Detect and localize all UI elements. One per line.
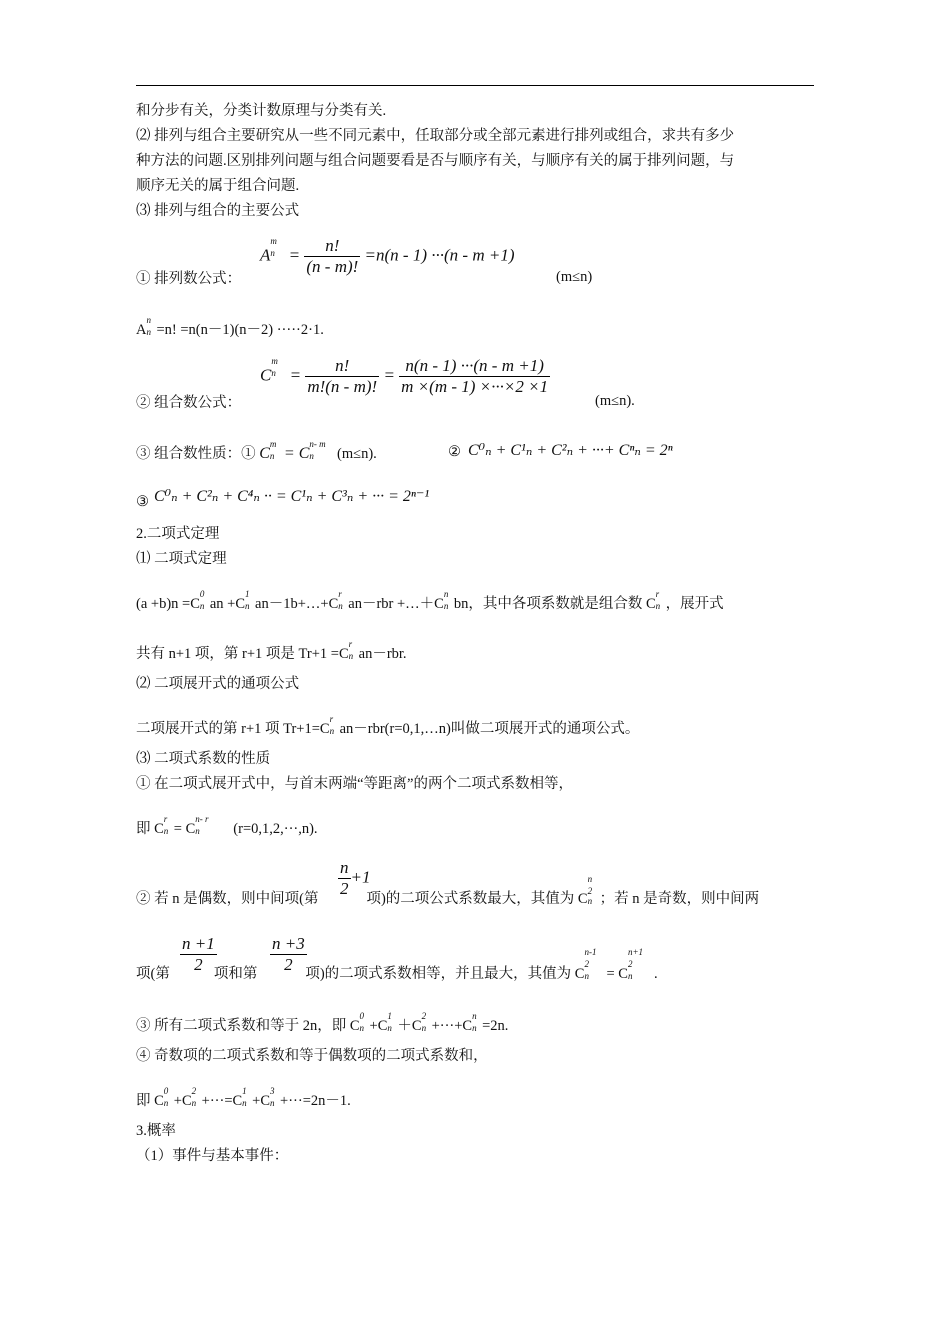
text: = C: [606, 966, 628, 982]
equals: =: [289, 365, 302, 385]
condition: (m≤n): [556, 269, 593, 285]
text-line: ④ 奇数项的二项式系数和等于偶数项的二项式系数和，: [136, 1048, 488, 1064]
text: =2n.: [482, 1018, 509, 1034]
sup-numerator: n-1: [584, 947, 597, 957]
sub: n: [359, 1023, 365, 1033]
sup-numerator: n+1: [627, 947, 644, 957]
text: ③ 所有二项式系数和等于 2n，即 C: [136, 1018, 360, 1034]
label: ②: [448, 444, 461, 460]
text-line: [136, 315, 816, 340]
sup: n- r: [195, 814, 209, 824]
sup: 0: [199, 589, 205, 599]
denominator: 2: [284, 955, 293, 974]
sup-denominator: 2: [584, 959, 589, 969]
fraction: [305, 356, 379, 397]
sup-numerator: n: [587, 874, 593, 884]
denominator: 2: [194, 955, 203, 974]
sup-denominator: 2: [587, 886, 593, 896]
symbol-C: C: [260, 365, 272, 385]
section-heading: （1）事件与基本事件：: [136, 1148, 289, 1164]
numerator: n: [340, 858, 349, 877]
fraction: [399, 356, 550, 397]
text: an－rbr.: [358, 646, 407, 662]
sub: n: [242, 1098, 247, 1108]
section-heading: ⑵ 二项展开式的通项公式: [136, 676, 300, 692]
text: =n! =n(n－1)(n－2) ·····2·1.: [156, 322, 324, 338]
sub: n: [443, 601, 449, 611]
sup: n: [146, 315, 151, 325]
sup: n: [472, 1011, 477, 1021]
denominator: (n - m)!: [306, 257, 359, 276]
text: = C: [173, 821, 196, 837]
sub: n: [472, 1023, 477, 1033]
text: (a +b)n =C: [136, 596, 200, 612]
text-line: [136, 639, 816, 664]
symbol-A: A: [260, 245, 271, 265]
sup-denominator: 2: [627, 959, 633, 969]
numerator: n!: [304, 236, 360, 257]
numerator: n(n - 1) ···(n - m +1): [399, 356, 550, 377]
text: an－rbr +…＋C: [348, 596, 444, 612]
plus-one: +1: [350, 867, 371, 887]
text: 项)的二项式系数相等，并且最大，其值为 C: [305, 966, 585, 982]
text: an +C: [209, 596, 246, 612]
text: ，展开式: [665, 596, 724, 612]
symbol-A: A: [136, 322, 147, 338]
text: +C: [252, 1093, 271, 1109]
sup: m: [269, 439, 277, 449]
sub: n: [338, 601, 343, 611]
text-line: ⑵ 排列与组合主要研究从一些不同元素中，任取部分或全部元素进行排列或组合，求共有多少: [136, 128, 735, 144]
text: an－rbr(r=0,1,…n)叫做二项展开式的通项公式。: [339, 721, 640, 737]
rhs: =n(n - 1) ···(n - m +1): [364, 245, 515, 265]
sub: n: [584, 971, 589, 981]
sub: n: [627, 971, 633, 981]
text: ；若 n 是奇数，则中间两: [599, 891, 760, 907]
sup: 0: [359, 1011, 365, 1021]
formula-label: ② 组合数公式：: [136, 395, 242, 411]
text: .: [653, 966, 658, 982]
sup: n- m: [309, 439, 326, 449]
sub: n: [655, 601, 661, 611]
formula: [259, 439, 333, 462]
sup: 1: [245, 589, 250, 599]
label: ③: [136, 494, 149, 510]
denominator: 2: [340, 879, 349, 898]
sub: n: [195, 826, 200, 836]
sup-m: m: [270, 236, 277, 247]
text: 项(第: [136, 966, 170, 982]
formula: C⁰ₙ + C²ₙ + C⁴ₙ ·· = C¹ₙ + C³ₙ + ··· = 2ⁿ⁻¹: [154, 488, 430, 505]
text: ② 若 n 是偶数，则中间项(第: [136, 891, 319, 907]
text-line: [136, 1086, 816, 1111]
sub: n: [199, 601, 205, 611]
header-rule: [136, 85, 814, 86]
text-line: 和分步有关，分类计数原理与分类有关.: [136, 103, 387, 119]
combination-formula: [260, 356, 550, 397]
sub: n: [587, 896, 593, 906]
sup: r: [329, 714, 334, 724]
text: an－1b+…+C: [255, 596, 339, 612]
text: 即 C: [136, 821, 164, 837]
text: 即 C: [136, 1093, 164, 1109]
sup: 2: [421, 1011, 427, 1021]
numerator: n +3: [272, 934, 305, 953]
label: ③ 组合数性质：①: [136, 446, 256, 462]
text: 二项展开式的第 r+1 项 Tr+1=C: [136, 721, 330, 737]
sup: r: [163, 814, 168, 824]
text: +···=C: [201, 1093, 243, 1109]
sup: n: [443, 589, 449, 599]
formula-label: ① 排列数公式：: [136, 271, 242, 287]
equals: = C: [283, 445, 310, 462]
sub: n: [270, 1098, 275, 1108]
text: +···+C: [431, 1018, 473, 1034]
sub-n: n: [270, 248, 275, 259]
sub: n: [146, 327, 151, 337]
text: +C: [369, 1018, 388, 1034]
text-line: [136, 947, 816, 984]
text-line: [136, 1011, 816, 1036]
text: 项)的二项公式系数最大，其值为 C: [366, 891, 588, 907]
sub: n: [163, 826, 169, 836]
text-line: [136, 874, 816, 909]
denominator: m!(n - m)!: [307, 377, 378, 396]
section-heading: 3.概率: [136, 1123, 176, 1139]
sup: r: [338, 589, 342, 599]
text-line: 种方法的问题.区别排列问题与组合问题要看是否与顺序有关，与顺序有关的属于排列问题，与: [136, 153, 735, 169]
sub: n: [309, 451, 314, 461]
sup: r: [655, 589, 660, 599]
condition: (m≤n).: [337, 446, 377, 462]
sup: 2: [191, 1086, 197, 1096]
section-heading: ⑴ 二项式定理: [136, 551, 227, 567]
equals: =: [288, 245, 301, 265]
condition: (m≤n).: [595, 393, 635, 409]
formula: C⁰ₙ + C¹ₙ + C²ₙ + ···+ Cⁿₙ = 2ⁿ: [468, 442, 673, 459]
sub: n: [387, 1023, 392, 1033]
sup: 0: [163, 1086, 169, 1096]
section-heading: ⑶ 二项式系数的性质: [136, 751, 271, 767]
numerator: n +1: [182, 934, 215, 953]
text: ＋C: [397, 1018, 422, 1034]
text: (r=0,1,2,···,n).: [233, 821, 318, 837]
text-line: [136, 589, 816, 614]
sub: n: [245, 601, 250, 611]
sup-m: m: [271, 356, 278, 367]
text-line: [136, 814, 816, 839]
text: +C: [173, 1093, 192, 1109]
sup: r: [348, 639, 353, 649]
equals: =: [383, 365, 395, 385]
sub-n: n: [271, 368, 276, 379]
text: bn，其中各项系数就是组合数 C: [453, 596, 656, 612]
section-heading: 2.二项式定理: [136, 526, 220, 542]
sub: n: [348, 651, 354, 661]
numerator: n!: [305, 356, 379, 377]
sub: n: [191, 1098, 197, 1108]
text: 共有 n+1 项，第 r+1 项是 Tr+1 =C: [136, 646, 349, 662]
text-line: ① 在二项式展开式中，与首末两端“等距离”的两个二项式系数相等，: [136, 776, 573, 792]
sup: 1: [387, 1011, 392, 1021]
text: +···=2n－1.: [280, 1093, 351, 1109]
text-line: [136, 714, 816, 739]
denominator: m ×(m - 1) ×···×2 ×1: [401, 377, 549, 396]
text: 项和第: [213, 966, 258, 982]
sub: n: [163, 1098, 169, 1108]
text-line: 顺序无关的属于组合问题.: [136, 178, 300, 194]
section-heading: ⑶ 排列与组合的主要公式: [136, 203, 300, 219]
sub: n: [269, 451, 275, 461]
sup: 1: [242, 1086, 247, 1096]
sub: n: [329, 726, 335, 736]
symbol-C: C: [259, 445, 270, 462]
sup: 3: [270, 1086, 275, 1096]
sub: n: [421, 1023, 427, 1033]
